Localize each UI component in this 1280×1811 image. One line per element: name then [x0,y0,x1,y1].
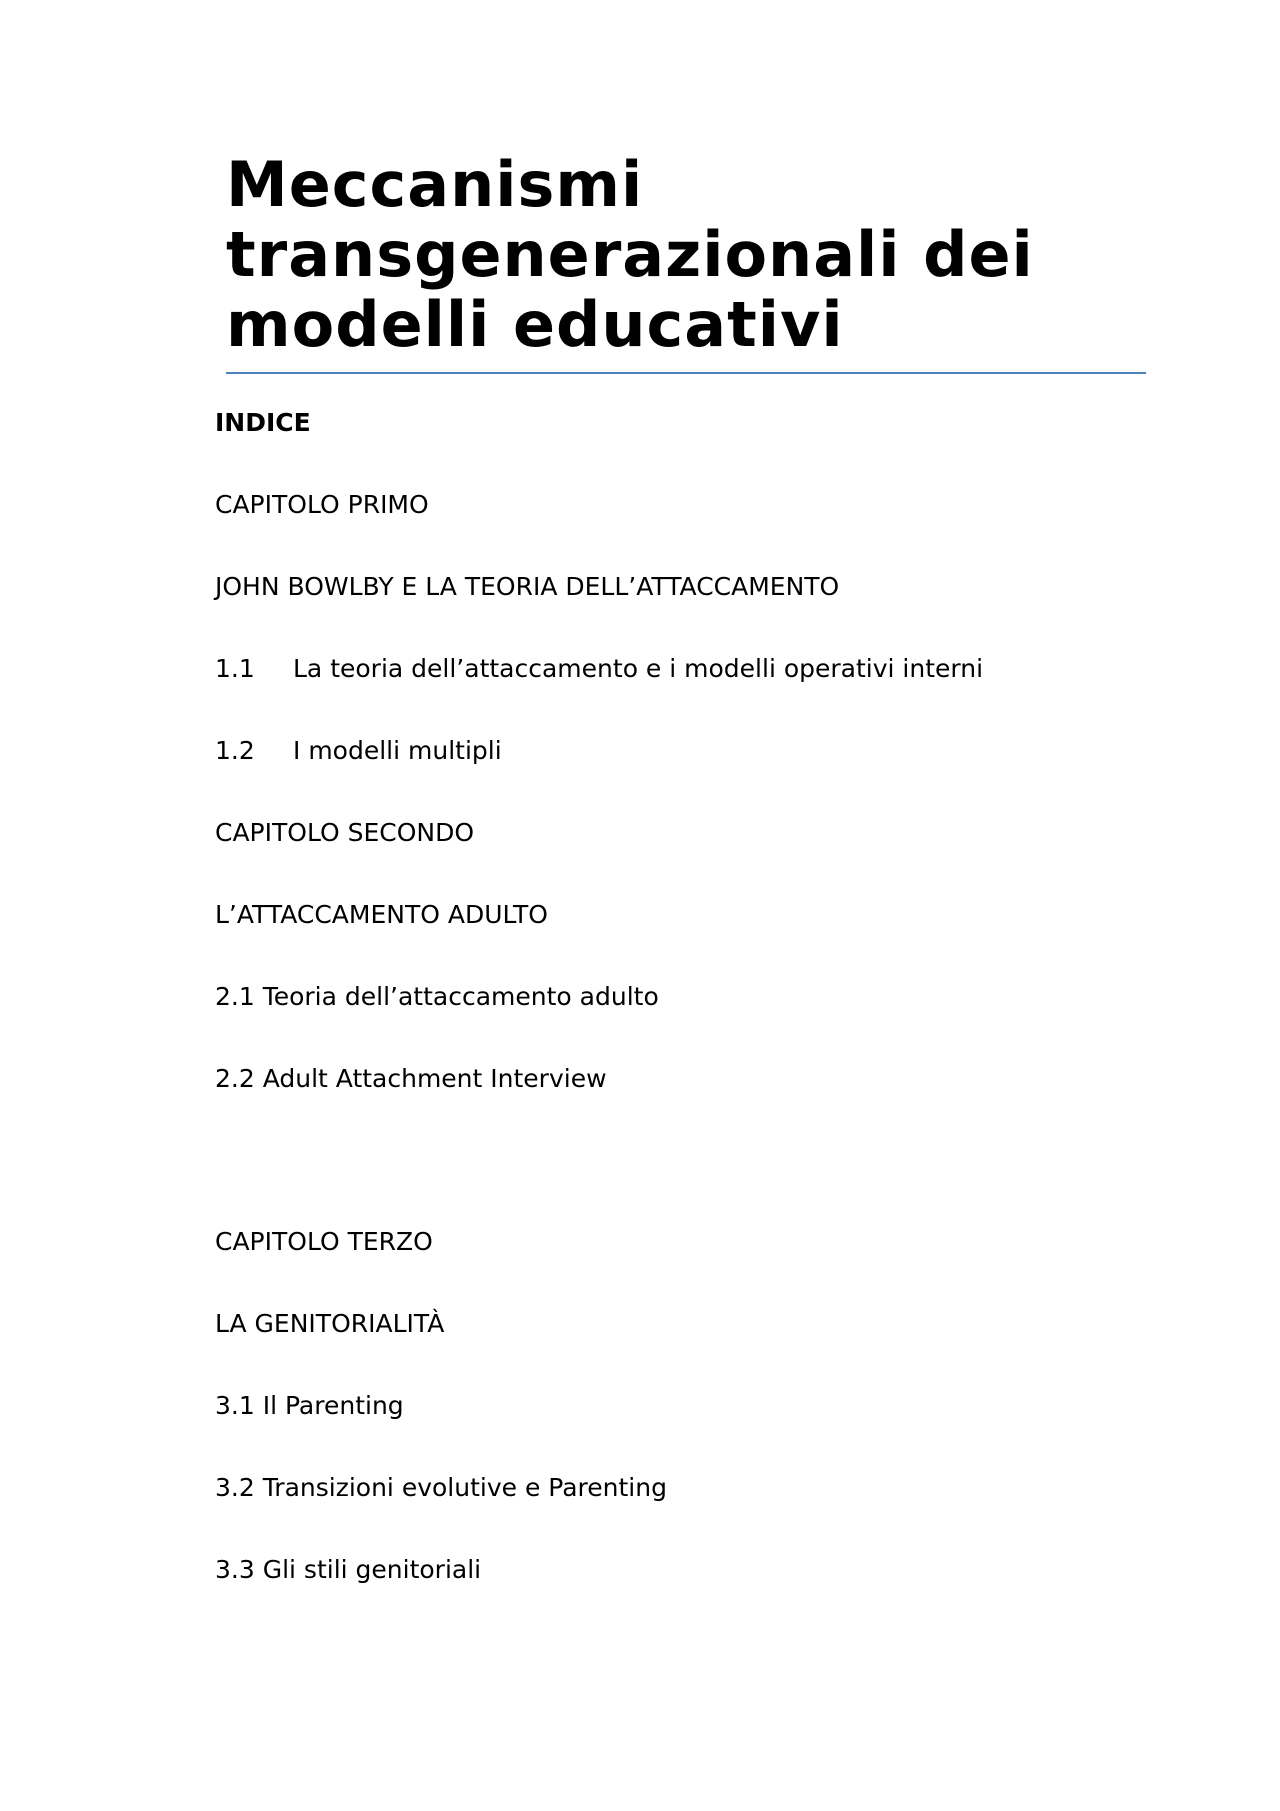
toc-entry-text: I modelli multipli [293,736,502,765]
toc-entry-2-2: 2.2 Adult Attachment Interview [215,1064,607,1093]
toc-entry-text: La teoria dell’attaccamento e i modelli operativi interni [293,654,984,683]
title-underline-rule [226,372,1146,374]
chapter-3-label: CAPITOLO TERZO [215,1227,433,1256]
chapter-1-label: CAPITOLO PRIMO [215,490,429,519]
toc-entry-1-2 [215,736,502,766]
title-line-2: transgenerazionali dei [226,218,1034,291]
toc-entry-3-2: 3.2 Transizioni evolutive e Parenting [215,1473,667,1502]
chapter-2-label: CAPITOLO SECONDO [215,818,475,847]
index-heading: INDICE [215,408,311,437]
toc-entry-3-1: 3.1 Il Parenting [215,1391,404,1420]
document-title [226,150,1146,360]
title-line-3: modelli educativi [226,288,844,361]
title-line-1: Meccanismi [226,148,644,221]
toc-entry-number: 1.1 [215,654,255,683]
title-block [226,150,1146,360]
toc-entry-number: 1.2 [215,736,255,765]
chapter-1-title: JOHN BOWLBY E LA TEORIA DELL’ATTACCAMENTO [215,572,840,601]
chapter-2-title: L’ATTACCAMENTO ADULTO [215,900,548,929]
toc-entry-2-1: 2.1 Teoria dell’attaccamento adulto [215,982,659,1011]
chapter-3-title: LA GENITORIALITÀ [215,1309,445,1338]
toc-entry-3-3: 3.3 Gli stili genitoriali [215,1555,482,1584]
toc-entry-1-1 [215,654,983,684]
